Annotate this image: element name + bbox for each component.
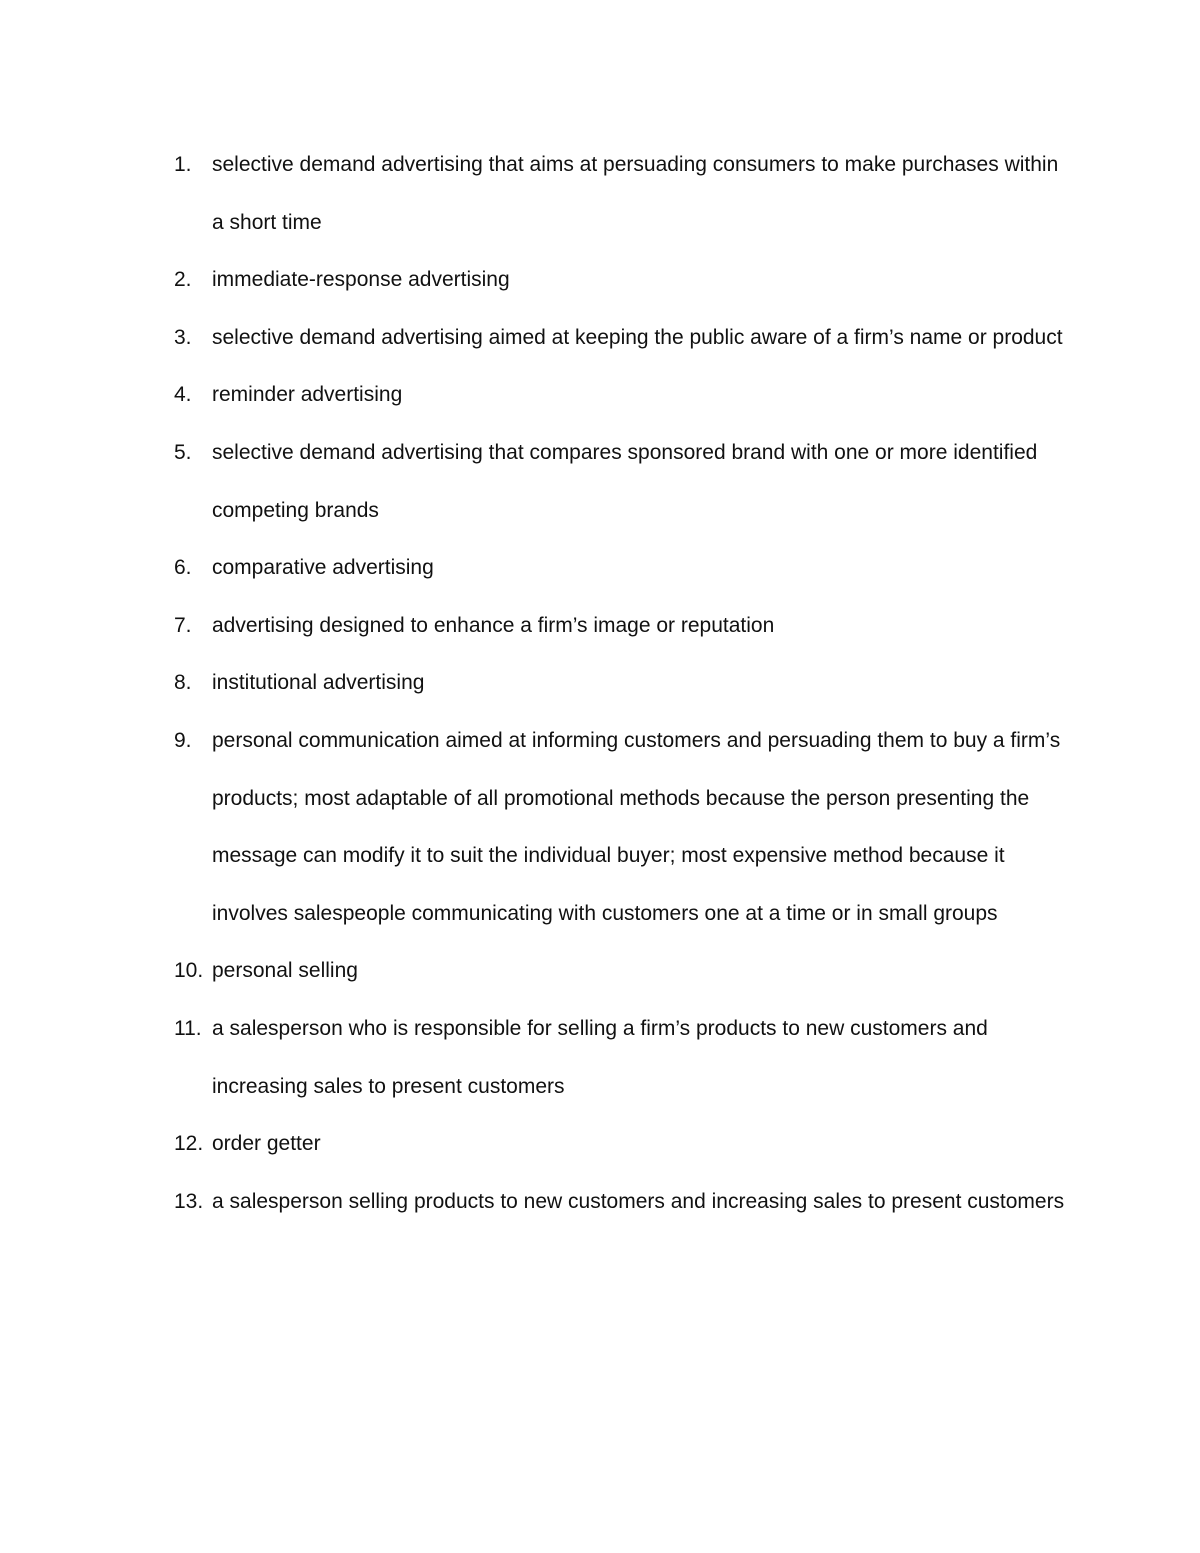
item-number: 6. — [174, 556, 192, 580]
list-item — [174, 1000, 1074, 1115]
list-item — [174, 654, 1074, 712]
item-text: institutional advertising — [212, 671, 425, 695]
item-text: reminder advertising — [212, 383, 403, 407]
numbered-list — [174, 136, 1074, 1230]
item-number: 11. — [174, 1016, 202, 1040]
item-text: personal selling — [212, 959, 358, 983]
list-item — [174, 1115, 1074, 1173]
item-number: 5. — [174, 440, 192, 464]
item-number: 7. — [174, 613, 192, 637]
list-item — [174, 424, 1074, 539]
item-text: advertising designed to enhance a firm’s image or reputation — [212, 613, 775, 637]
item-text: selective demand advertising that aims at persuading consumers to make purchases within a short time — [212, 153, 1059, 234]
item-number: 10. — [174, 959, 204, 983]
item-number: 4. — [174, 383, 192, 407]
item-text: a salesperson selling products to new customers and increasing sales to present customers — [212, 1189, 1065, 1213]
item-number: 12. — [174, 1132, 204, 1156]
item-text: selective demand advertising that compares sponsored brand with one or more identified competing brands — [212, 440, 1038, 522]
list-item — [174, 309, 1074, 367]
item-number: 2. — [174, 268, 192, 292]
list-item — [174, 366, 1074, 424]
item-number: 9. — [174, 728, 192, 752]
item-text: selective demand advertising aimed at keeping the public aware of a firm’s name or product — [212, 325, 1063, 349]
list-item — [174, 942, 1074, 1000]
list-item — [174, 1173, 1074, 1231]
item-text: order getter — [212, 1132, 321, 1156]
item-number: 3. — [174, 325, 192, 349]
item-number: 1. — [174, 153, 192, 176]
item-text: a salesperson who is responsible for selling a firm’s products to new customers and increasing sales to present customers — [212, 1016, 988, 1098]
list-item — [174, 712, 1074, 942]
item-number: 8. — [174, 671, 192, 695]
item-number: 13. — [174, 1189, 204, 1213]
list-item — [174, 251, 1074, 309]
item-text: immediate-response advertising — [212, 268, 510, 292]
item-text: personal communication aimed at informing customers and persuading them to buy a firm’s products; most adaptable of all promotional methods because the person presenting the message can modify it to suit the individual buyer; most expensive method because it involves salespeople communicating with customers one at a time or in small groups — [212, 728, 1061, 925]
list-item — [174, 136, 1074, 251]
item-text: comparative advertising — [212, 556, 434, 580]
list-item — [174, 539, 1074, 597]
list-item — [174, 597, 1074, 655]
